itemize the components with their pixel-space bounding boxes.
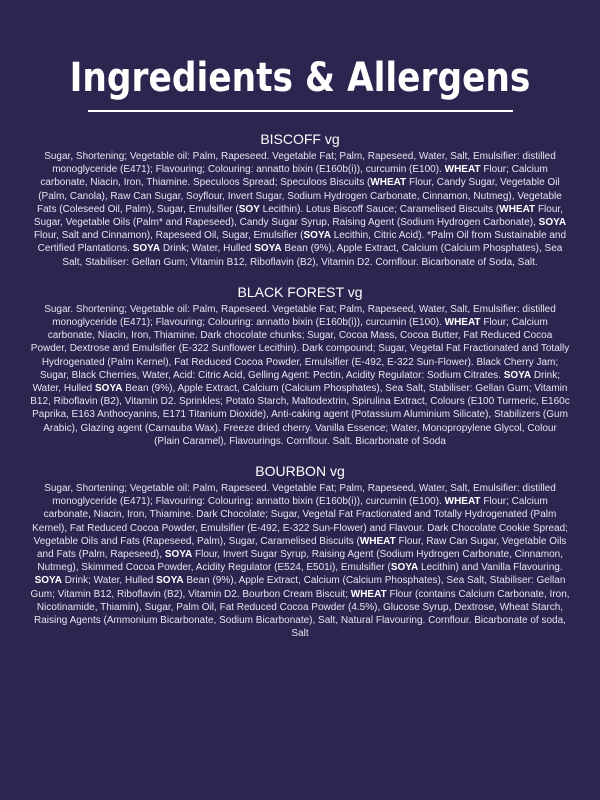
allergen-highlight: SOYA xyxy=(538,217,567,229)
ingredient-text: Flour, Salt and Cinnamon), Rapeseed Oil, Sugar, Emulsifier ( xyxy=(33,230,304,242)
allergen-highlight: WHEAT xyxy=(350,588,387,600)
allergen-highlight: WHEAT xyxy=(370,177,407,189)
ingredient-text: Flour (contains Calcium Carbonate, Iron, Nicotinamide, Thiamin), Sugar, Palm Oil, Fat Reduced Cocoa Powder (4.5%), Glucose Syrup, Dextrose, Wheat Starch, Raising Agents (Ammonium Bicarbonate, Sodium Bicarbonate), Salt, Natural Flavouring. Cornflour. Bicarbonate of soda, Salt xyxy=(34,588,570,640)
ingredient-text: Sugar, Shortening; Vegetable oil: Palm, Rapeseed. Vegetable Fat; Palm, Rapeseed, Water, Salt, Emulsifier: distilled monoglyceride (E471); Flavouring; Colouring: annatto bixin (E160b(i)), curcumin (E100). xyxy=(44,151,556,176)
allergen-highlight: SOY xyxy=(238,203,260,215)
ingredient-text: Bean (9%), Apple Extract, Calcium (Calcium Phosphates), Sea Salt, Stabiliser: Gellan Gum; Vitamin B12, Riboflavin (B2), Vitamin D2. Bourbon Cream Biscuit; xyxy=(30,575,566,600)
ingredient-text: Flour, Invert Sugar Syrup, Raising Agent (Sodium Hydrogen Carbonate, Cinnamon, Nutmeg), Skimmed Cocoa Powder, Acidity Regulator (E524, E501i), Emulsifier ( xyxy=(37,549,564,574)
ingredient-text: Flour; Calcium carbonate, Niacin, Iron, Thiamine. Dark Chocolate; Sugar, Vegetal Fat Fractionated and Totally Hydrogenated (Palm Kernel), Fat Reduced Cocoa Powder, Emulsifier (E-492, E-322 Sun-Flower) and Flavour. Dark Chocolate Cookie Spread; Vegetable Oils and Fats (Rapeseed, Palm), Sugar, Caramelised Biscuits ( xyxy=(32,496,568,547)
allergen-highlight: WHEAT xyxy=(444,496,481,508)
allergen-highlight: SOYA xyxy=(254,243,282,255)
ingredient-text: Sugar, Shortening; Vegetable oil: Palm, Rapeseed. Vegetable Fat; Palm, Rapeseed, Water, Salt, Emulsifier: distilled monoglyceride (E471); Flavouring: Colouring: annatto bixin (E160b(i)), curcumin (E100). xyxy=(44,483,556,508)
ingredient-text: Bean (9%), Apple Extract, Calcium (Calcium Phosphates), Sea Salt, Stabiliser: Gellan Gum; Vitamin B12, Riboflavin (B2), Vitamin D2. Sprinkles; Potato Starch, Maltodextrin, Spirulina Extract, Colours (E100 Turmeric, E160c Paprika, E163 Anthocyanins, E171 Titanium Dioxide), Anti-caking agent (Potassium Aluminium Silicate), Stabilizers (Gum Arabic), Glazing agent (Carnauba Wax). Freeze dried cherry. Vanilla Essence; Water, Monopropylene Glycol, Colour (Plain Caramel), Flavourings. Cornflour. Salt. Bicarbonate of Soda xyxy=(30,383,570,447)
title-underline xyxy=(88,110,513,112)
allergen-highlight: SOYA xyxy=(164,549,193,561)
ingredient-text: Flour, Sugar, Vegetable Oils (Palm* and Rapeseed), Candy Sugar Syrup, Raising Agent (Sodium Hydrogen Carbonate), xyxy=(33,203,563,229)
ingredient-text: Sugar. Shortening; Vegetable oil: Palm, Rapeseed. Vegetable Fat; Palm, Rapeseed, Water, Salt, Emulsifier: distilled monoglyceride (E471); Flavouring; Colouring: annatto bixin (E160b(i)), curcumin (E100). xyxy=(44,303,556,329)
allergen-highlight: SOYA xyxy=(390,562,419,574)
ingredient-text: Flour, Raw Can Sugar, Vegetable Oils and Fats (Palm, Rapeseed), xyxy=(36,535,567,561)
section-title: BISCOFF vg xyxy=(260,131,340,147)
section-ingredients xyxy=(30,150,570,269)
allergen-highlight: WHEAT xyxy=(444,164,481,176)
section-biscoff xyxy=(30,130,570,269)
allergen-highlight: WHEAT xyxy=(499,203,536,215)
ingredient-text: Flour; Calcium carbonate, Niacin, Iron, Thiamine. Dark chocolate chunks; Sugar, Cocoa Mass, Cocoa Butter, Fat Reduced Cocoa Powder, Dextrose and Emulsifier (E-322 Sunflower Lecithin). Dark compound; Sugar, Vegetal Fat Fractionated and Totally Hydrogenated (Palm Kernel), Fat Reduced Cocoa Powder, Emulsifier (E-492, E-322 Sun-Flower). Black Cherry Jam; Sugar, Black Cherries, Water, Acid: Citric Acid, Gelling Agent: Pectin, Acidity Regulator: Sodium Citrates. xyxy=(30,317,570,381)
ingredient-text: Bean (9%), Apple Extract, Calcium (Calcium Phosphates), Sea Salt, Stabiliser: Gellan Gum; Vitamin B12, Riboflavin (B2), Vitamin D2. Cornflour. Bicarbonate of Soda, Salt. xyxy=(62,243,563,268)
ingredient-text: Flour, Candy Sugar, Vegetable Oil (Palm, Canola), Raw Can Sugar, Soyflour, Invert Sugar, Sodium Hydrogen Carbonate, Cinnamon, Nutmeg), Vegetable Fats (Coleseed Oil, Palm), Sugar, Emulsifier ( xyxy=(37,177,562,215)
allergen-highlight: SOYA xyxy=(132,243,161,255)
allergen-highlight: SOYA xyxy=(34,575,63,587)
allergen-highlight: SOYA xyxy=(156,575,184,587)
ingredient-text: Drink; Water, Hulled xyxy=(160,243,255,255)
allergen-highlight: SOYA xyxy=(503,369,532,381)
section-ingredients xyxy=(30,482,570,640)
section-bourbon xyxy=(30,462,570,640)
allergen-highlight: SOYA xyxy=(95,383,123,395)
allergen-highlight: SOYA xyxy=(303,230,331,242)
allergen-highlight: WHEAT xyxy=(444,317,481,329)
section-title: BOURBON vg xyxy=(255,463,345,480)
ingredient-text: Flour; Calcium carbonate, Niacin, Iron, Thiamine. Speculoos Spread; Speculoos Biscuits ( xyxy=(40,164,548,189)
ingredient-text: Drink; Water, Hulled xyxy=(32,369,561,395)
ingredient-text: Lecithin, Citric Acid). *Palm Oil from Sustainable and Certified Plantations. xyxy=(37,230,567,255)
section-title: BLACK FOREST vg xyxy=(237,283,363,300)
ingredient-text: Lecithin) and Vanilla Flavouring. xyxy=(418,562,563,574)
section-black-forest xyxy=(30,283,570,448)
ingredient-text: Lecithin). Lotus Biscoff Sauce; Caramelised Biscuits ( xyxy=(259,203,500,215)
allergen-highlight: WHEAT xyxy=(359,535,396,547)
section-ingredients xyxy=(30,303,570,448)
page-title: Ingredients & Allergens xyxy=(69,55,531,101)
ingredient-text: Drink; Water, Hulled xyxy=(62,575,157,587)
